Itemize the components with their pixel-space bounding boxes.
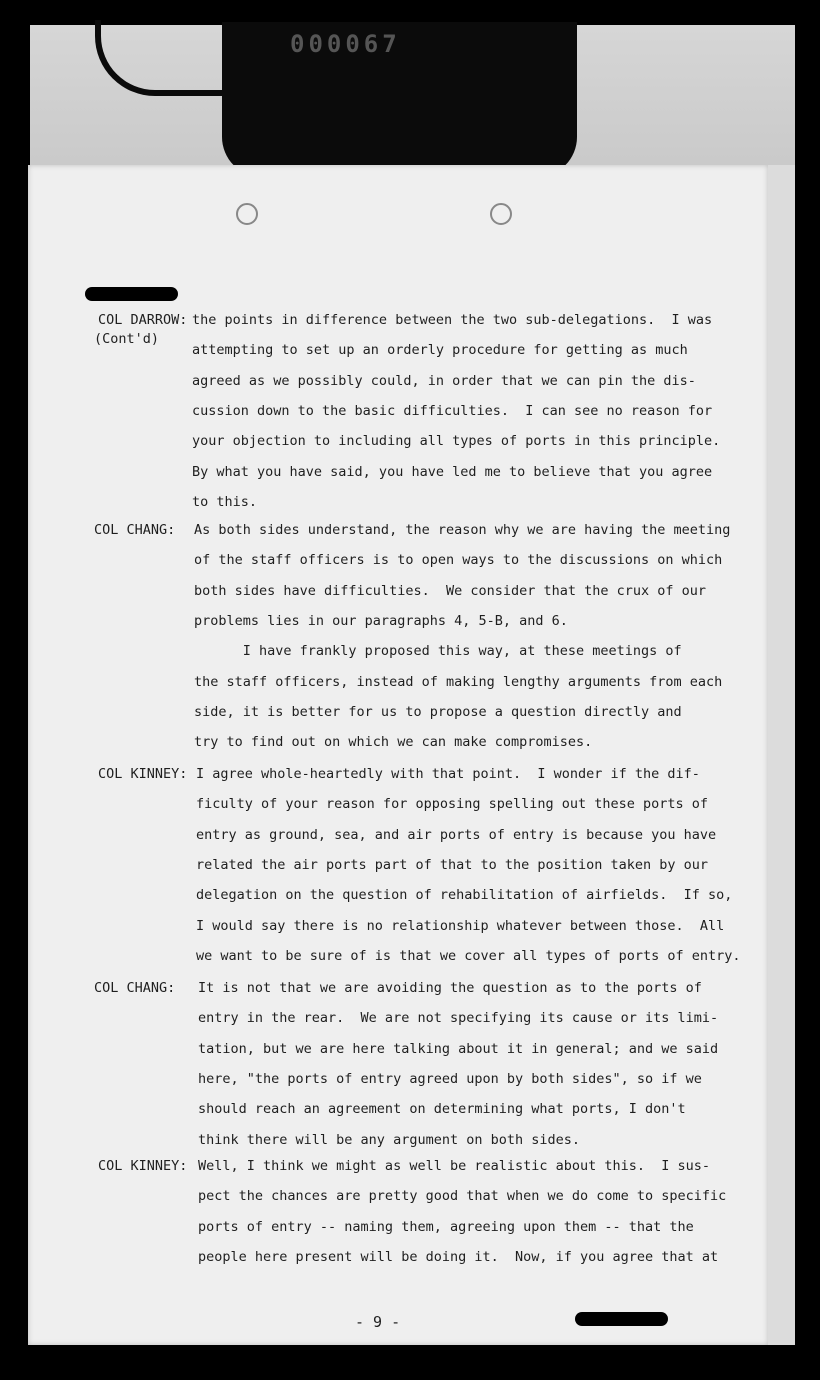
- transcript-line: cussion down to the basic difficulties. I can see no reason for: [192, 402, 713, 419]
- transcript-line: entry in the rear. We are not specifying its cause or its limi-: [198, 1010, 719, 1027]
- transcript-line: think there will be any argument on both sides.: [198, 1131, 581, 1148]
- transcript-line: pect the chances are pretty good that when we do come to specific: [198, 1188, 727, 1205]
- transcript-line: agreed as we possibly could, in order that we can pin the dis-: [192, 372, 696, 389]
- transcript-line: Well, I think we might as well be realistic about this. I sus-: [198, 1158, 711, 1174]
- speaker-name: COL CHANG:: [94, 522, 176, 538]
- speaker-name: COL KINNEY:: [98, 1158, 188, 1174]
- transcript-line: attempting to set up an orderly procedure for getting as much: [192, 342, 688, 359]
- transcript-line: the points in difference between the two sub-delegations. I was: [192, 312, 713, 328]
- transcript-line: your objection to including all types of ports in this principle.: [192, 433, 721, 450]
- transcript-line: problems lies in our paragraphs 4, 5-B, and 6.: [194, 612, 568, 629]
- transcript-line: both sides have difficulties. We consider that the crux of our: [194, 582, 707, 599]
- transcript-line: we want to be sure of is that we cover all types of ports of entry.: [196, 947, 741, 964]
- speaker-name: COL KINNEY:: [98, 766, 188, 782]
- transcript-line: try to find out on which we can make compromises.: [194, 734, 593, 751]
- transcript-line: tation, but we are here talking about it in general; and we said: [198, 1040, 719, 1057]
- speaker-name: COL DARROW:: [98, 312, 188, 328]
- transcript-line: to this.: [192, 493, 258, 510]
- transcript-line: people here present will be doing it. Now, if you agree that at: [198, 1248, 719, 1265]
- transcript-line: I agree whole-heartedly with that point. I wonder if the dif-: [196, 766, 700, 782]
- transcript-line: side, it is better for us to propose a question directly and: [194, 703, 682, 720]
- page-number: - 9 -: [355, 1313, 401, 1331]
- transcript-line: It is not that we are avoiding the question as to the ports of: [198, 980, 702, 996]
- transcript-line: here, "the ports of entry agreed upon by both sides", so if we: [198, 1070, 702, 1087]
- transcript-line: ports of entry -- naming them, agreeing upon them -- that the: [198, 1218, 694, 1235]
- transcript-line: I would say there is no relationship whatever between those. All: [196, 917, 725, 934]
- page-edge: [768, 165, 795, 1345]
- transcript-line: As both sides understand, the reason why we are having the meeting: [194, 522, 731, 538]
- transcript-line: delegation on the question of rehabilitation of airfields. If so,: [196, 887, 733, 904]
- transcript-line: ficulty of your reason for opposing spelling out these ports of: [196, 796, 709, 813]
- punch-hole-left: [236, 203, 258, 225]
- transcript-line: of the staff officers is to open ways to the discussions on which: [194, 552, 723, 569]
- transcript-line: the staff officers, instead of making lengthy arguments from each: [194, 673, 723, 690]
- redaction-bottom: [575, 1312, 668, 1326]
- speaker-name: COL CHANG:: [94, 980, 176, 996]
- serial-number: 000067: [290, 30, 401, 58]
- punch-hole-right: [490, 203, 512, 225]
- transcript-line: entry as ground, sea, and air ports of entry is because you have: [196, 826, 717, 843]
- transcript-line: By what you have said, you have led me to believe that you agree: [192, 463, 713, 480]
- transcript-line: should reach an agreement on determining what ports, I don't: [198, 1101, 686, 1118]
- speaker-note: (Cont'd): [94, 331, 160, 347]
- transcript-line: I have frankly proposed this way, at these meetings of: [194, 643, 682, 660]
- redaction-top: [85, 287, 178, 301]
- transcript-line: related the air ports part of that to the position taken by our: [196, 856, 709, 873]
